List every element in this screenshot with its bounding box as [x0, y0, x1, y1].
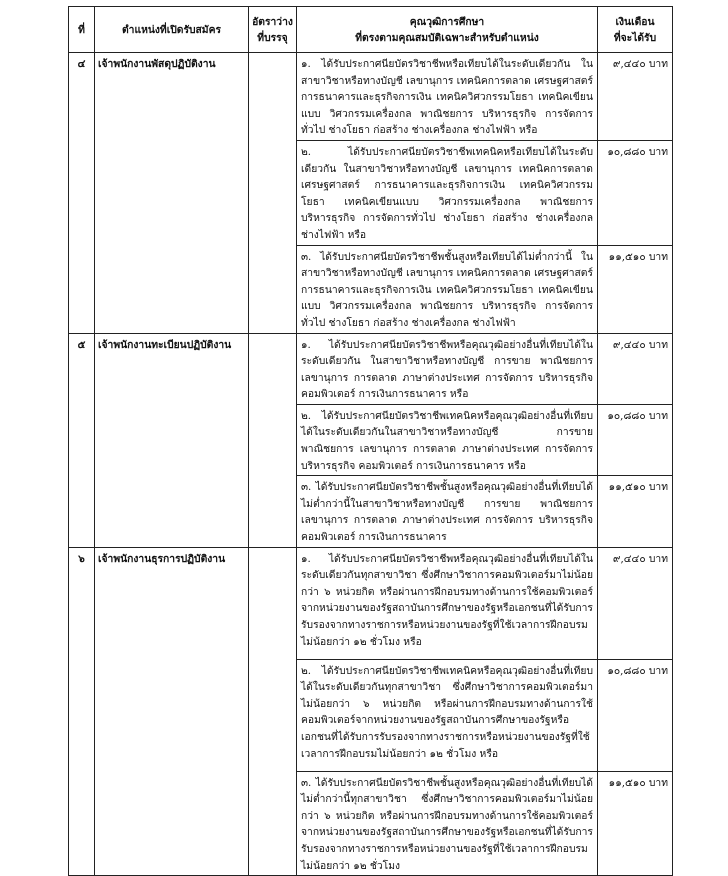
salary-value: ๑๐,๘๘๐ บาท	[598, 404, 673, 475]
salary-value: ๑๐,๘๘๐ บาท	[598, 659, 673, 771]
qualification-item: ๑. ได้รับประกาศนียบัตรวิชาชีพหรือคุณวุฒิอย่างอื่นที่เทียบได้ในระดับเดียวกันทุกสาขาวิชา ซึ่งศึกษาวิชาการคอมพิวเตอร์มาไม่น้อยกว่า ๖ หน่วยกิต หรือผ่านการฝึกอบรมทางด้านการใช้คอมพิวเตอร์จากหน่วยงานของรัฐสถาบันการศึกษาของรัฐหรือเอกชนที่ได้รับการรับรองจากทางราชการหรือหน่วยงานของรัฐที่ใช้เวลาการฝึกอบรมไม่น้อยกว่า ๑๒ ชั่วโมง หรือ	[297, 547, 598, 659]
qualification-item: ๓. ได้รับประกาศนียบัตรวิชาชีพชั้นสูงหรือคุณวุฒิอย่างอื่นที่เทียบได้ไม่ต่ำกว่านี้ทุกสาขาวิชา ซึ่งศึกษาวิชาการคอมพิวเตอร์มาไม่น้อยกว่า ๖ หน่วยกิต หรือผ่านการฝึกอบรมทางด้านการใช้คอมพิวเตอร์จากหน่วยงานของรัฐสถาบันการศึกษาของรัฐหรือเอกชนที่ได้รับการรับรองจากทางราชการหรือหน่วยงานของรัฐที่ใช้เวลาการฝึกอบรมไม่น้อยกว่า ๑๒ ชั่วโมง	[297, 771, 598, 876]
salary-value: ๑๐,๘๘๐ บาท	[598, 140, 673, 245]
header-position: ตำแหน่งที่เปิดรับสมัคร	[95, 7, 249, 53]
qualification-item: ๒. ได้รับประกาศนียบัตรวิชาชีพเทคนิคหรือเทียบได้ในระดับเดียวกัน ในสาขาวิชาหรือทางบัญชี เลขานุการ เทคนิคการตลาด เศรษฐศาสตร์ การธนาคารและธุรกิจการเงิน เทคนิควิศวกรรมโยธา เทคนิคเขียนแบบ วิศวกรรมเครื่องกล พาณิชยการ บริหารธุรกิจ การจัดการทั่วไป ช่างโยธา ก่อสร้าง ช่างเครื่องกล ช่างไฟฟ้า หรือ	[297, 140, 598, 245]
qualification-item: ๒. ได้รับประกาศนียบัตรวิชาชีพเทคนิคหรือคุณวุฒิอย่างอื่นที่เทียบได้ในระดับเดียวกันในสาขาวิชาหรือทางบัญชี การขาย พาณิชยการ เลขานุการ การตลาด ภาษาต่างประเทศ การจัดการ บริหารธุรกิจ คอมพิวเตอร์ การเงินการธนาคาร หรือ	[297, 404, 598, 475]
table-row	[69, 53, 673, 141]
qualification-item: ๑. ได้รับประกาศนียบัตรวิชาชีพหรือเทียบได้ในระดับเดียวกัน ในสาขาวิชาหรือทางบัญชี เลขานุการ เทคนิคการตลาด เศรษฐศาสตร์ การธนาคารและธุรกิจการเงิน เทคนิควิศวกรรมโยธา เทคนิคเขียนแบบ วิศวกรรมเครื่องกล พาณิชยการ บริหารธุรกิจ การจัดการทั่วไป ช่างโยธา ก่อสร้าง ช่างเครื่องกล ช่างไฟฟ้า หรือ	[297, 53, 598, 141]
row-number: ๔	[69, 53, 95, 334]
salary-value: ๑๑,๕๑๐ บาท	[598, 771, 673, 876]
table-body	[69, 53, 673, 876]
vacancy-cell	[249, 333, 297, 547]
salary-value: ๑๑,๕๑๐ บาท	[598, 476, 673, 547]
table-row	[69, 547, 673, 659]
row-number: ๖	[69, 547, 95, 876]
qualification-item: ๑. ได้รับประกาศนียบัตรวิชาชีพหรือคุณวุฒิอย่างอื่นที่เทียบได้ในระดับเดียวกัน ในสาขาวิชาหรือทางบัญชี การขาย พาณิชยการ เลขานุการ การตลาด ภาษาต่างประเทศ การจัดการ บริหารธุรกิจ คอมพิวเตอร์ การเงินการธนาคาร หรือ	[297, 333, 598, 404]
qualification-item: ๓. ได้รับประกาศนียบัตรวิชาชีพชั้นสูงหรือเทียบได้ไม่ต่ำกว่านี้ ในสาขาวิชาหรือทางบัญชี เลขานุการ เทคนิคการตลาด เศรษฐศาสตร์ การธนาคารและธุรกิจการเงิน เทคนิควิศวกรรมโยธา เทคนิคเขียนแบบ วิศวกรรมเครื่องกล พาณิชยการ บริหารธุรกิจ การจัดการทั่วไป ช่างโยธา ก่อสร้าง ช่างเครื่องกล ช่างไฟฟ้า	[297, 245, 598, 333]
position-name: เจ้าพนักงานพัสดุปฏิบัติงาน	[95, 53, 249, 334]
salary-value: ๙,๔๔๐ บาท	[598, 333, 673, 404]
header-qualification: คุณวุฒิการศึกษา ที่ตรงตามคุณสมบัติเฉพาะสำหรับตำแหน่ง	[297, 7, 598, 53]
vacancy-cell	[249, 547, 297, 876]
header-vacancy: อัตราว่าง ที่บรรจุ	[249, 7, 297, 53]
header-salary: เงินเดือน ที่จะได้รับ	[598, 7, 673, 53]
vacancy-cell	[249, 53, 297, 334]
row-number: ๕	[69, 333, 95, 547]
salary-value: ๑๑,๕๑๐ บาท	[598, 245, 673, 333]
table-row	[69, 333, 673, 404]
position-name: เจ้าพนักงานธุรการปฏิบัติงาน	[95, 547, 249, 876]
salary-value: ๙,๔๔๐ บาท	[598, 53, 673, 141]
header-no: ที่	[69, 7, 95, 53]
salary-value: ๙,๔๔๐ บาท	[598, 547, 673, 659]
position-name: เจ้าพนักงานทะเบียนปฏิบัติงาน	[95, 333, 249, 547]
qualification-item: ๒. ได้รับประกาศนียบัตรวิชาชีพเทคนิคหรือคุณวุฒิอย่างอื่นที่เทียบได้ในระดับเดียวกันทุกสาขาวิชา ซึ่งศึกษาวิชาการคอมพิวเตอร์มาไม่น้อยกว่า ๖ หน่วยกิต หรือผ่านการฝึกอบรมทางด้านการใช้คอมพิวเตอร์จากหน่วยงานของรัฐสถาบันการศึกษาของรัฐหรือเอกชนที่ได้รับการรับรองจากทางราชการหรือหน่วยงานของรัฐที่ใช้เวลาการฝึกอบรมไม่น้อยกว่า ๑๒ ชั่วโมง หรือ	[297, 659, 598, 771]
table-header-row	[69, 7, 673, 53]
recruitment-table	[68, 6, 673, 876]
recruitment-table-wrapper	[68, 6, 672, 876]
qualification-item: ๓. ได้รับประกาศนียบัตรวิชาชีพชั้นสูงหรือคุณวุฒิอย่างอื่นที่เทียบได้ไม่ต่ำกว่านี้ในสาขาวิชาหรือทางบัญชี การขาย พาณิชยการ เลขานุการ การตลาด ภาษาต่างประเทศ การจัดการ บริหารธุรกิจ คอมพิวเตอร์ การเงินการธนาคาร	[297, 476, 598, 547]
